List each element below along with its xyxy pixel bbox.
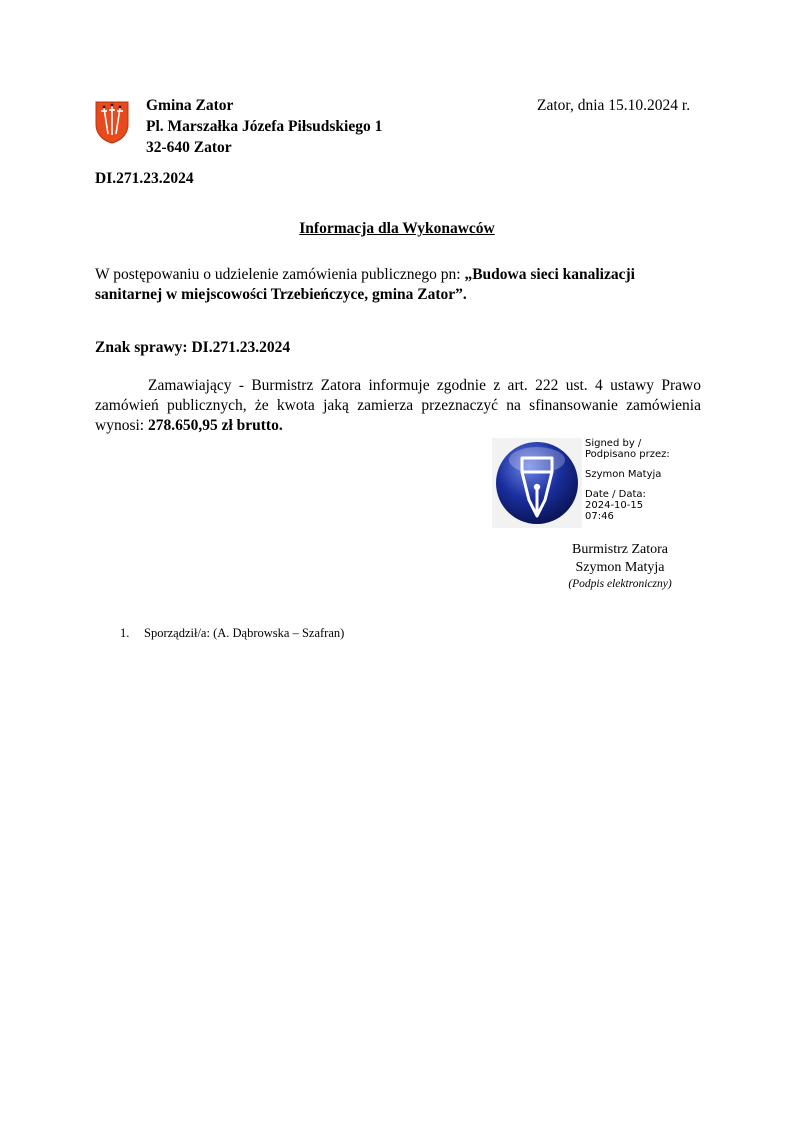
signed-by-label-1: Signed by / xyxy=(585,438,642,449)
document-title xyxy=(0,220,794,238)
case-number: Znak sprawy: DI.271.23.2024 xyxy=(95,339,291,356)
sender-address xyxy=(146,95,382,158)
footnote-number: 1. xyxy=(120,626,130,640)
body-text: Zamawiający - Burmistrz Zatora informuje zgodnie z art. 222 ust. 4 ustawy Prawo zamówień publicznych, że kwota jaką zamierza przeznaczyć na sfinansowanie zamówienia wynosi: xyxy=(95,377,701,434)
intro-prefix: W postępowaniu o udzielenie zamówienia publicznego pn: xyxy=(95,266,465,283)
amount: 278.650,95 zł brutto. xyxy=(147,417,283,434)
signature-time: 07:46 xyxy=(585,511,614,522)
intro-paragraph xyxy=(95,265,705,305)
org-postal: 32-640 Zator xyxy=(146,139,232,156)
signatory-name: Szymon Matyja xyxy=(575,560,665,575)
date-label: Date / Data: xyxy=(585,489,646,500)
fountain-pen-nib-icon xyxy=(492,438,582,528)
project-name: „Budowa sieci kanalizacji sanitarnej w miejscowości Trzebieńczyce, gmina Zator”. xyxy=(95,266,635,303)
reference-number: DI.271.23.2024 xyxy=(95,170,194,187)
signature-note: (Podpis elektroniczny) xyxy=(568,578,672,590)
place-date: Zator, dnia 15.10.2024 r. xyxy=(537,97,691,114)
coat-of-arms-icon xyxy=(94,100,130,144)
body-paragraph xyxy=(95,376,701,436)
signer-name: Szymon Matyja xyxy=(585,469,662,480)
footnote-text: Sporządził/a: (A. Dąbrowska – Szafran) xyxy=(144,626,345,640)
signed-by-label-2: Podpisano przez: xyxy=(585,449,670,460)
signature-details xyxy=(585,438,705,522)
signatory-role: Burmistrz Zatora xyxy=(571,542,669,557)
org-name: Gmina Zator xyxy=(146,97,234,114)
org-street: Pl. Marszałka Józefa Piłsudskiego 1 xyxy=(146,118,383,135)
footnote-item xyxy=(120,626,344,641)
signature-date: 2024-10-15 xyxy=(585,500,644,511)
document-title-text: Informacja dla Wykonawców xyxy=(299,220,495,237)
signatory-block xyxy=(540,541,700,592)
